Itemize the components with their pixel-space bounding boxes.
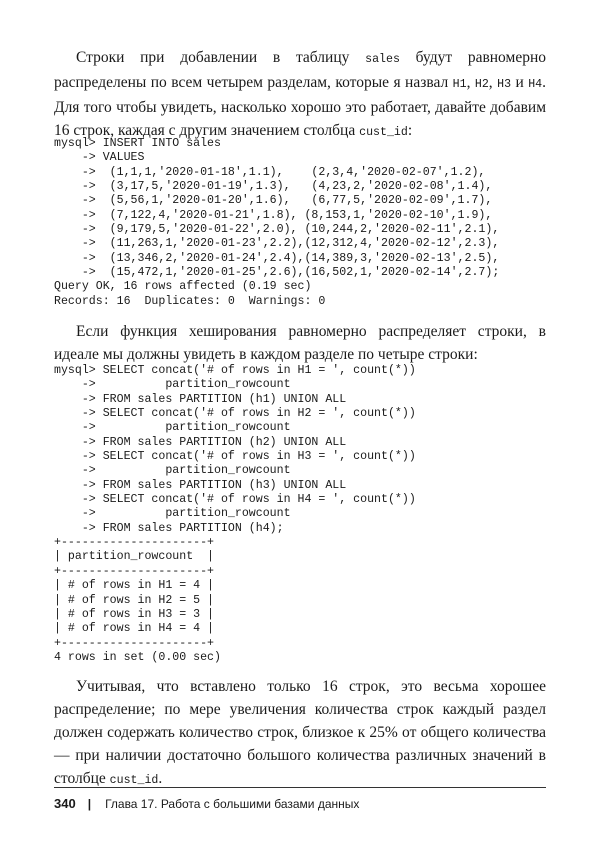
inline-code-h3: H3 (497, 78, 512, 91)
code-line: -> partition_rowcount (54, 507, 291, 521)
inline-code-h1: H1 (452, 78, 467, 91)
code-line: +---------------------+ (54, 636, 215, 650)
code-line: +---------------------+ (54, 564, 215, 578)
code-line: -> (11,263,1,'2020-01-23',2.2),(12,312,4,'2020-02-12',2.3), (54, 237, 500, 251)
code-line: Query OK, 16 rows affected (0.19 sec) (54, 280, 312, 294)
footer-rule (54, 787, 546, 788)
code-line: -> (7,122,4,'2020-01-21',1.8), (8,153,1,'2020-02-10',1.9), (54, 208, 493, 222)
inline-code-h4: H4 (528, 78, 543, 91)
code-line: -> partition_rowcount (54, 464, 291, 478)
inline-code-table: sales (365, 53, 400, 66)
page-footer (54, 796, 359, 811)
code-line: mysql> INSERT INTO sales (54, 137, 221, 150)
inline-code-column: cust_id (359, 126, 408, 139)
code-line: mysql> SELECT concat('# of rows in H1 = ', count(*)) (54, 364, 416, 377)
code-line: | # of rows in H3 = 3 | (54, 607, 215, 621)
code-line: -> VALUES (54, 151, 145, 165)
chapter-title: Глава 17. Работа с большими базами данных (105, 797, 360, 811)
code-line: -> SELECT concat('# of rows in H3 = ', count(*)) (54, 450, 416, 464)
code-line: -> FROM sales PARTITION (h2) UNION ALL (54, 435, 347, 449)
inline-code-h2: H2 (474, 78, 489, 91)
code-line: | # of rows in H4 = 4 | (54, 622, 215, 636)
code-line: -> FROM sales PARTITION (h3) UNION ALL (54, 478, 347, 492)
code-line: -> SELECT concat('# of rows in H2 = ', count(*)) (54, 407, 416, 421)
code-line: | # of rows in H2 = 5 | (54, 593, 215, 607)
code-line: | partition_rowcount | (54, 550, 215, 564)
code-line: -> (3,17,5,'2020-01-19',1.3), (4,23,2,'2020-02-08',1.4), (54, 180, 493, 194)
code-line: -> (5,56,1,'2020-01-20',1.6), (6,77,5,'2020-02-09',1.7), (54, 194, 493, 208)
code-line: 4 rows in set (0.00 sec) (54, 650, 221, 664)
paragraph-conclusion: Учитывая, что вставлено только 16 строк, это весьма хорошее распределение; по мере увеличения количества строк каждый раздел должен содержать количество строк, близкое к 25% от общего количества — при наличии достаточно большого количества различных значений в столбце cust_id. (54, 678, 546, 787)
code-line: -> (13,346,2,'2020-01-24',2.4),(14,389,3,'2020-02-13',2.5), (54, 251, 500, 265)
code-line: -> (9,179,5,'2020-01-22',2.0), (10,244,2,'2020-02-11',2.1), (54, 223, 500, 237)
code-line: -> (15,472,1,'2020-01-25',2.6),(16,502,1,'2020-02-14',2.7); (54, 266, 500, 280)
footer-separator: | (87, 797, 92, 811)
code-line: +---------------------+ (54, 536, 215, 550)
code-line: | # of rows in H1 = 4 | (54, 579, 215, 593)
paragraph-hash: Если функция хеширования равномерно распределяет строки, в идеале мы должны увидеть в каждом разделе по четыре строки: (54, 323, 546, 363)
code-line: Records: 16 Duplicates: 0 Warnings: 0 (54, 294, 326, 308)
code-line: -> FROM sales PARTITION (h4); (54, 521, 284, 535)
code-block-insert (54, 137, 499, 309)
inline-code-column: cust_id (109, 774, 159, 787)
code-line: -> (1,1,1,'2020-01-18',1.1), (2,3,4,'2020-02-07',1.2), (54, 165, 486, 179)
code-line: -> partition_rowcount (54, 378, 291, 392)
paragraph-intro: Строки при добавлении в таблицу sales будут равномерно распределены по всем четырем разделам, которые я назвал H1, H2, H3 и H4. Для того чтобы увидеть, насколько хорошо это работает, давайте добавим 16 строк, каждая с другим значением столбца cust_id: (54, 49, 546, 139)
code-block-select (54, 364, 416, 665)
page-number: 340 (54, 796, 76, 811)
code-line: -> SELECT concat('# of rows in H4 = ', count(*)) (54, 493, 416, 507)
code-line: -> partition_rowcount (54, 421, 291, 435)
code-line: -> FROM sales PARTITION (h1) UNION ALL (54, 392, 347, 406)
